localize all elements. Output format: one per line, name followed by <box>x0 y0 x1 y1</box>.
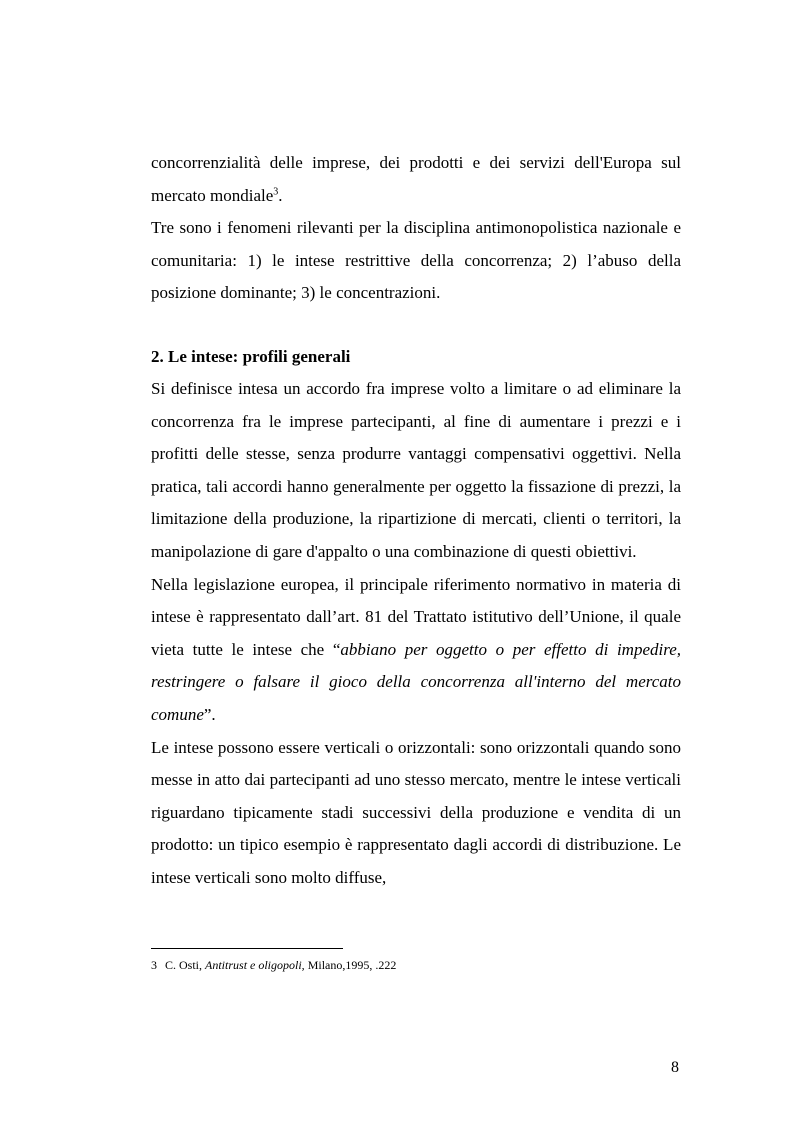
paragraph-2-end: ”. <box>203 704 216 724</box>
footnote <box>151 957 396 973</box>
section-heading: 2. Le intese: profili generali <box>151 347 351 366</box>
intro-text: concorrenzialità delle imprese, dei prodotti e dei servizi dell'Europa sul mercato mondiale <box>151 153 681 205</box>
footnote-reference[interactable]: 3 <box>273 185 279 197</box>
footnote-title: Antitrust e oligopoli, <box>205 958 305 972</box>
fenomeni-paragraph <box>151 212 681 310</box>
section-body <box>151 373 681 895</box>
footnote-author: C. Osti, <box>165 958 203 972</box>
page-number: 8 <box>671 1059 679 1076</box>
treaty-quote: abbiano per oggetto o per effetto di impedire, restringere o falsare il gioco della concorrenza all'interno del mercato comune <box>151 639 681 724</box>
intro-end: . <box>278 185 283 205</box>
footnote-divider <box>151 948 343 949</box>
paragraph-2-start: Nella legislazione europea, il principale riferimento normativo in materia di intese è rappresentato dall’art. 81 del Trattato istitutivo dell’Unione, il quale vieta tutte le intese che “ <box>151 574 681 659</box>
footnote-rest: Milano,1995, .222 <box>307 958 397 972</box>
footnote-number: 3 <box>151 958 157 972</box>
section-paragraph-1: Si definisce intesa un accordo fra imprese volto a limitare o ad eliminare la concorrenza fra le imprese partecipanti, al fine di aumentare i prezzi e i profitti delle stesse, senza produrre vantaggi compensativi oggettivi. Nella pratica, tali accordi hanno generalmente per oggetto la fissazione di prezzi, la limitazione della produzione, la ripartizione di mercati, clienti o territori, la manipolazione di gare d'appalto o una combinazione di questi obiettivi. <box>151 379 681 561</box>
fenomeni-text: Tre sono i fenomeni rilevanti per la disciplina antimonopolistica nazionale e comunitaria: 1) le intese restrittive della concorrenza; 2) l’abuso della posizione dominante; 3) le concentrazioni. <box>151 218 681 303</box>
intro-paragraph <box>151 147 681 212</box>
section-paragraph-2 <box>151 569 681 732</box>
section-paragraph-3: Le intese possono essere verticali o orizzontali: sono orizzontali quando sono messe in atto dai partecipanti ad uno stesso mercato, mentre le intese verticali riguardano tipicamente stadi successivi della produzione e vendita di un prodotto: un tipico esempio è rappresentato dagli accordi di distribuzione. Le intese verticali sono molto diffuse, <box>151 737 681 887</box>
